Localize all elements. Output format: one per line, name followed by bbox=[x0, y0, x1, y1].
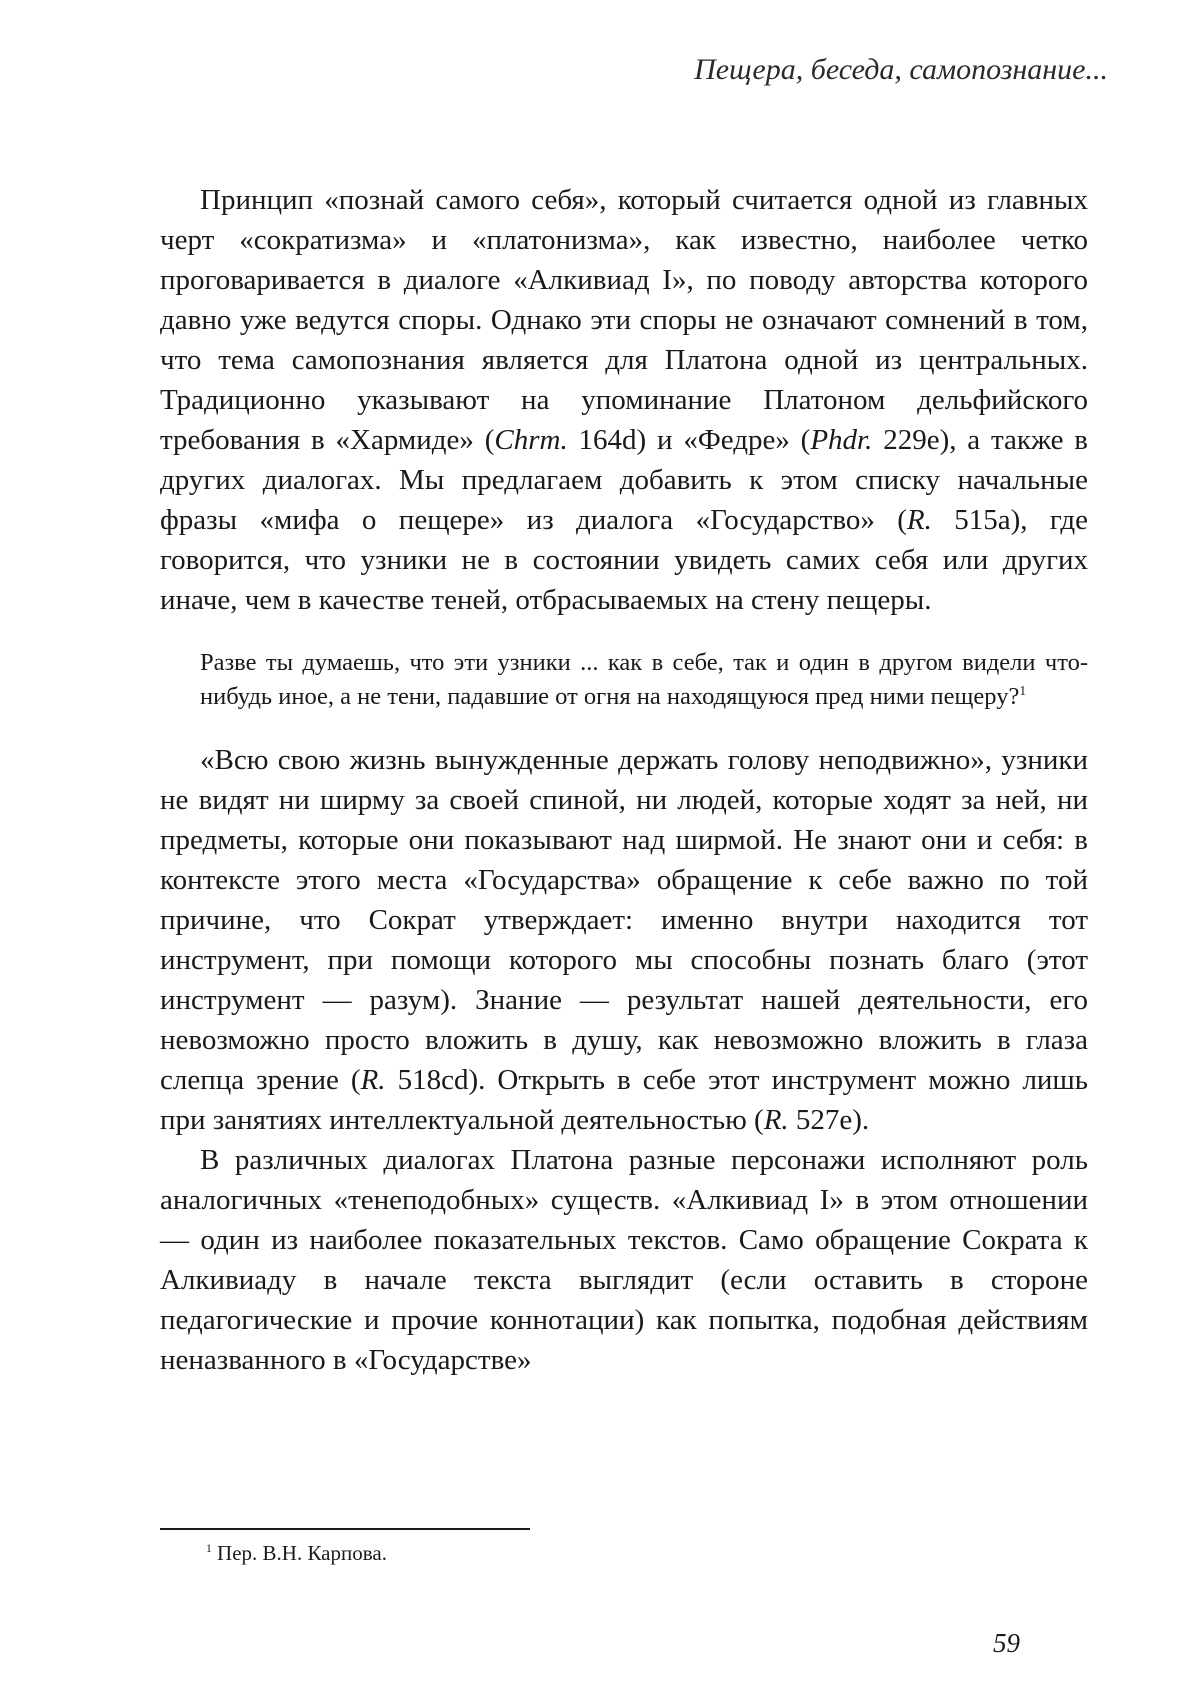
block-quote: Разве ты думаешь, что эти узники ... как в себе, так и один в другом видели что-нибудь иное, а не тени, падавшие от огня на находящуюся пред ними пещеру?$^1$ bbox=[200, 649, 1088, 710]
paragraph-3: В различных диалогах Платона разные персонажи исполняют роль аналогичных «тенеподобных» существ. «Алкивиад I» в этом отношении — один из наиболее показательных текстов. Само обращение Сократа к Алкивиаду в начале текста выглядит (если оставить в стороне педагогические и прочие коннотации) как попытка, подобная действиям неназванного в «Государстве» bbox=[160, 1144, 1088, 1376]
page-number: 59 bbox=[993, 1628, 1020, 1658]
main-text bbox=[160, 180, 1088, 1380]
footnote-mark: 1 bbox=[206, 1543, 212, 1555]
footnote-divider bbox=[160, 1528, 530, 1530]
paragraph-2: «Всю свою жизнь вынужденные держать голову неподвижно», узники не видят ни ширму за своей спиной, ни людей, которые ходят за ней, ни предметы, которые они показывают над ширмой. Не знают они и себя: в контексте этого места «Государства» обращение к себе важно по той причине, что Сократ утверждает: именно внутри находится тот инструмент, при помощи которого мы способны познать благо (этот инструмент — разум). Знание — результат нашей деятельности, его невозможно просто вложить в душу, как невозможно вложить в глаза слепца зрение (R. 518cd). Открыть в себе этот инструмент можно лишь при занятиях интеллектуальной деятельностью (R. 527e). bbox=[160, 744, 1088, 1136]
paragraph-1: Принцип «познай самого себя», который считается одной из главных черт «сократизма» и «платонизма», как известно, наиболее четко проговаривается в диалоге «Алкивиад I», по поводу авторства которого давно уже ведутся споры. Однако эти споры не означают сомнений в том, что тема самопознания является для Платона одной из центральных. Традиционно указывают на упоминание Платоном дельфийского требования в «Хармиде» (Chrm. 164d) и «Федре» (Phdr. 229e), а также в других диалогах. Мы предлагаем добавить к этом списку начальные фразы «мифа о пещере» из диалога «Государство» (R. 515a), где говорится, что узники не в состоянии увидеть самих себя или других иначе, чем в качестве теней, отбрасываемых на стену пещеры. bbox=[160, 184, 1089, 616]
footnote bbox=[206, 1538, 387, 1568]
footnote-text: Пер. В.Н. Карпова. bbox=[217, 1541, 387, 1565]
footnote-reference: 1 bbox=[1019, 682, 1027, 698]
running-title: Пещера, беседа, самопознание... bbox=[694, 53, 1108, 86]
